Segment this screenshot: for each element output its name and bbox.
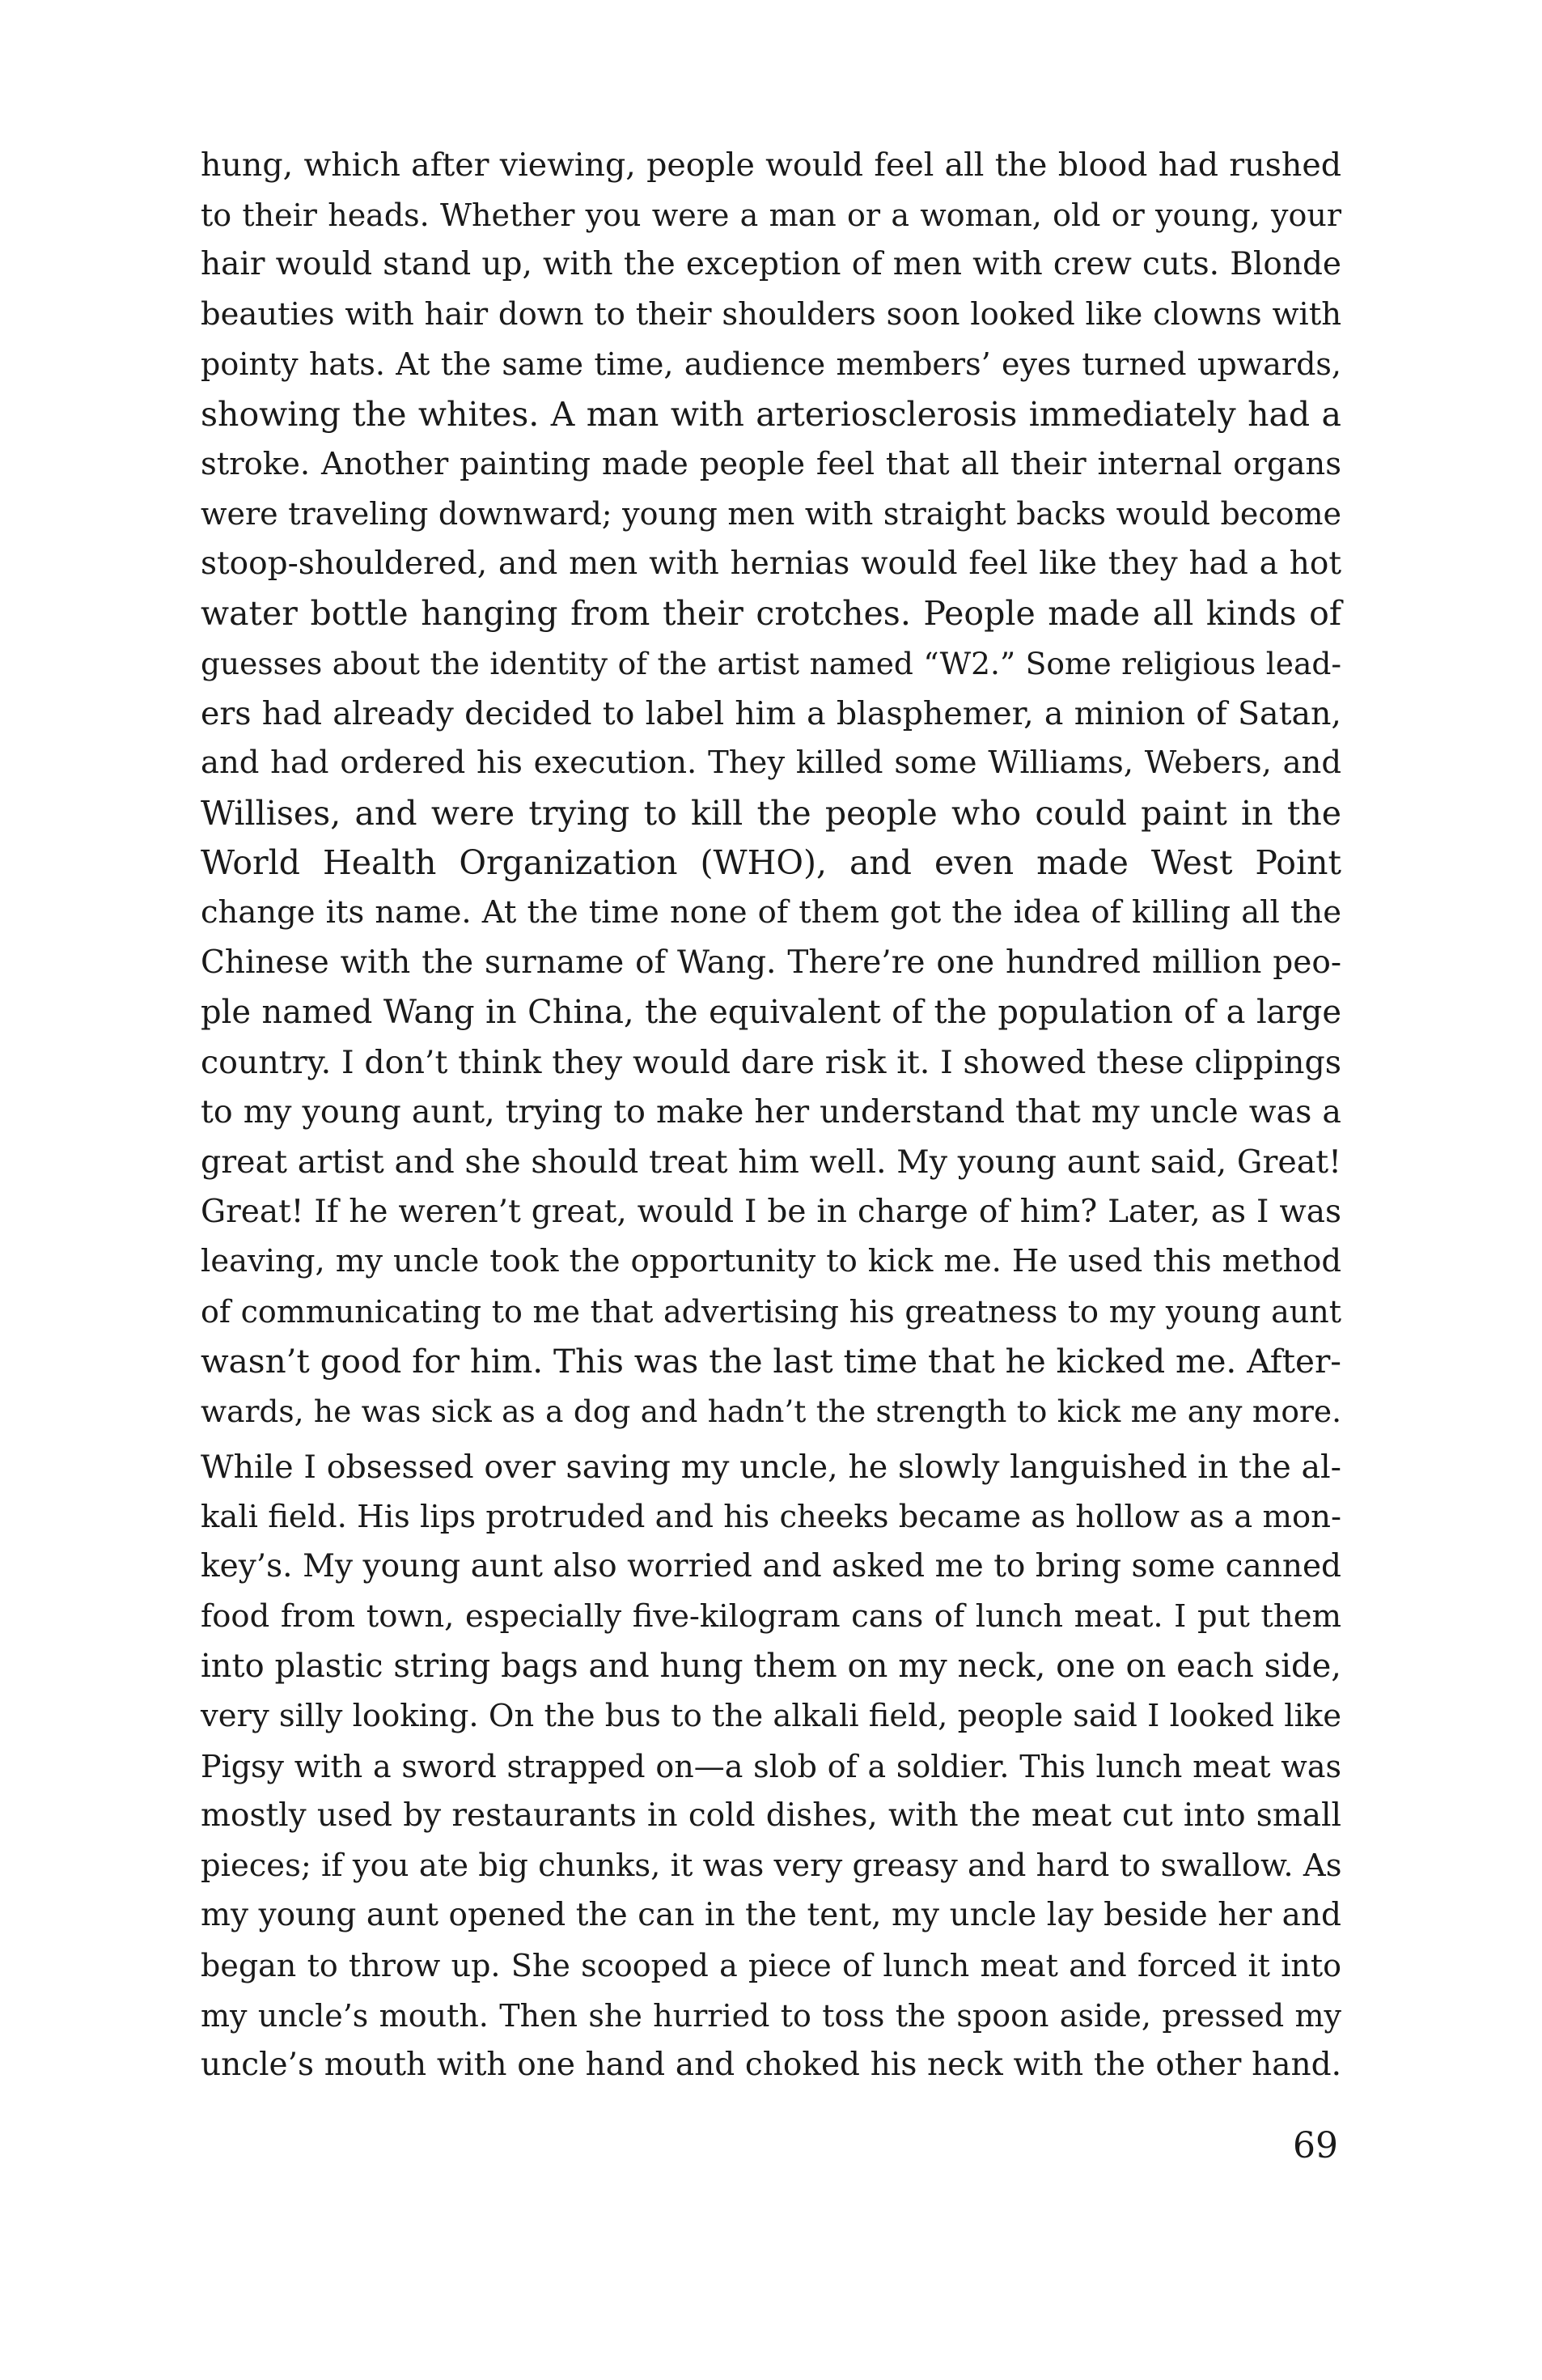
text-line: my young aunt opened the can in the tent, my uncle lay beside her and	[201, 1897, 1341, 1933]
text-line: country. I don’t think they would dare risk it. I showed these clippings	[201, 1044, 1341, 1081]
text-line: to my young aunt, trying to make her understand that my uncle was a	[201, 1093, 1341, 1131]
text-line: kali field. His lips protruded and his cheeks became as hollow as a mon-	[201, 1499, 1341, 1535]
text-line: wasn’t good for him. This was the last time that he kicked me. After-	[201, 1342, 1341, 1381]
text-line: and had ordered his execution. They killed some Williams, Webers, and	[201, 745, 1341, 781]
text-line: change its name. At the time none of them got the idea of killing all the	[201, 894, 1341, 931]
text-line: uncle’s mouth with one hand and choked his neck with the other hand.	[201, 2047, 1341, 2083]
text-line: Chinese with the surname of Wang. There’re one hundred million peo-	[201, 944, 1341, 981]
text-line: wards, he was sick as a dog and hadn’t the strength to kick me any more.	[201, 1394, 1341, 1429]
text-line: mostly used by restaurants in cold dishes, with the meat cut into small	[201, 1797, 1341, 1834]
text-line: began to throw up. She scooped a piece of lunch meat and forced it into	[201, 1948, 1341, 1983]
text-line: showing the whites. A man with arteriosclerosis immediately had a	[201, 395, 1341, 434]
text-line: stoop-shouldered, and men with hernias would feel like they had a hot	[201, 545, 1341, 582]
text-line: leaving, my uncle took the opportunity to kick me. He used this method	[201, 1243, 1341, 1279]
text-line: were traveling downward; young men with straight backs would become	[201, 496, 1341, 532]
text-line: food from town, especially five-kilogram cans of lunch meat. I put them	[201, 1598, 1341, 1635]
text-line: guesses about the identity of the artist named “W2.” Some religious lead-	[201, 646, 1341, 681]
page-number: 69	[1293, 2125, 1338, 2166]
text-line: Great! If he weren’t great, would I be in charge of him? Later, as I was	[201, 1194, 1341, 1230]
text-line: of communicating to me that advertising his greatness to my young aunt	[201, 1294, 1341, 1330]
text-line: beauties with hair down to their shoulders soon looked like clowns with	[201, 296, 1341, 333]
text-line: hair would stand up, with the exception of men with crew cuts. Blonde	[201, 246, 1341, 282]
text-line: stroke. Another painting made people feel that all their internal organs	[201, 446, 1341, 482]
text-line: World Health Organization (WHO), and even made West Point	[201, 843, 1341, 882]
text-line: pointy hats. At the same time, audience members’ eyes turned upwards,	[201, 346, 1341, 382]
text-line: hung, which after viewing, people would feel all the blood had rushed	[201, 146, 1341, 184]
text-line: into plastic string bags and hung them on my neck, one on each side,	[201, 1648, 1341, 1685]
text-line: Pigsy with a sword strapped on—a slob of a soldier. This lunch meat was	[201, 1749, 1341, 1784]
text-line: pieces; if you ate big chunks, it was very greasy and hard to swallow. As	[201, 1848, 1342, 1884]
text-line: Willises, and were trying to kill the people who could paint in the	[201, 794, 1341, 833]
text-line: key’s. My young aunt also worried and asked me to bring some canned	[201, 1548, 1341, 1585]
text-line: my uncle’s mouth. Then she hurried to toss the spoon aside, pressed my	[201, 1998, 1341, 2034]
text-line: ers had already decided to label him a blasphemer, a minion of Satan,	[201, 695, 1341, 732]
text-line: While I obsessed over saving my uncle, he slowly languished in the al-	[201, 1449, 1341, 1486]
text-line: great artist and she should treat him well. My young aunt said, Great!	[201, 1143, 1341, 1181]
text-line: ple named Wang in China, the equivalent of the population of a large	[201, 994, 1341, 1031]
text-line: water bottle hanging from their crotches. People made all kinds of	[201, 594, 1341, 633]
text-line: to their heads. Whether you were a man or a woman, old or young, your	[201, 197, 1341, 233]
text-line: very silly looking. On the bus to the alkali field, people said I looked like	[201, 1698, 1342, 1734]
